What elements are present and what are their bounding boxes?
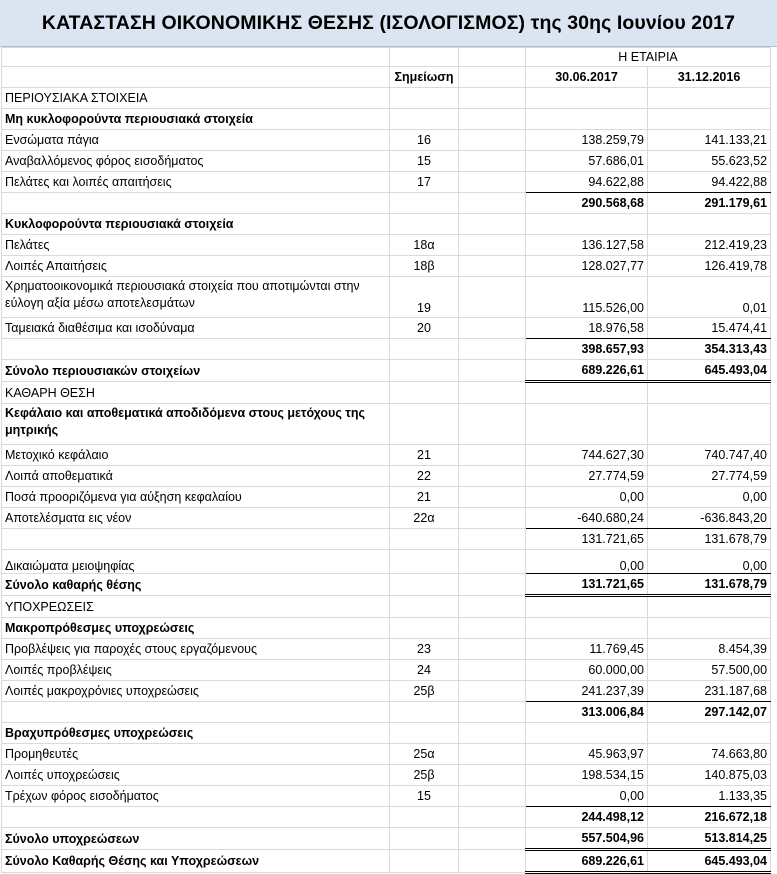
row-value-2017: 0,00	[526, 550, 648, 574]
row-value-2016: 0,00	[648, 550, 771, 574]
table-row	[2, 550, 771, 574]
row-note	[390, 850, 459, 873]
row-label: Δικαιώματα μειοψηφίας	[2, 550, 390, 574]
row-value-2016	[648, 404, 771, 445]
row-note: 20	[390, 318, 459, 339]
row-gap	[459, 529, 526, 550]
table-row	[2, 850, 771, 873]
row-label	[2, 193, 390, 214]
row-label: Κεφάλαιο και αποθεματικά αποδιδόμενα στους μετόχους της μητρικής	[2, 404, 390, 445]
row-label: Λοιπές Απαιτήσεις	[2, 256, 390, 277]
table-row	[2, 466, 771, 487]
row-value-2017: 57.686,01	[526, 151, 648, 172]
row-note: 22α	[390, 508, 459, 529]
row-label: Προμηθευτές	[2, 744, 390, 765]
row-value-2017: 115.526,00	[526, 277, 648, 318]
table-row	[2, 639, 771, 660]
row-value-2017: 290.568,68	[526, 193, 648, 214]
row-label: Τρέχων φόρος εισοδήματος	[2, 786, 390, 807]
row-label: Μετοχικό κεφάλαιο	[2, 445, 390, 466]
row-label: Χρηματοοικονομικά περιουσιακά στοιχεία που αποτιμώνται στην εύλογη αξία μέσω αποτελεσμάτων	[2, 277, 390, 318]
row-value-2017: -640.680,24	[526, 508, 648, 529]
row-label	[2, 529, 390, 550]
row-note: 21	[390, 487, 459, 508]
row-gap	[459, 786, 526, 807]
row-note: 22	[390, 466, 459, 487]
row-value-2016: 94.422,88	[648, 172, 771, 193]
row-label: Προβλέψεις για παροχές στους εργαζόμενους	[2, 639, 390, 660]
row-gap	[459, 550, 526, 574]
table-row	[2, 618, 771, 639]
row-value-2017: 557.504,96	[526, 828, 648, 850]
row-label: ΚΑΘΑΡΗ ΘΕΣΗ	[2, 382, 390, 404]
row-gap	[459, 702, 526, 723]
balance-sheet-table	[1, 47, 771, 874]
table-row	[2, 339, 771, 360]
row-value-2017	[526, 723, 648, 744]
row-gap	[459, 466, 526, 487]
row-label: Αποτελέσματα εις νέον	[2, 508, 390, 529]
row-value-2016: 513.814,25	[648, 828, 771, 850]
row-label: Λοιπές μακροχρόνιες υποχρεώσεις	[2, 681, 390, 702]
row-gap	[459, 172, 526, 193]
row-value-2017: 27.774,59	[526, 466, 648, 487]
row-note	[390, 529, 459, 550]
table-row	[2, 660, 771, 681]
row-label: Σύνολο Καθαρής Θέσης και Υποχρεώσεων	[2, 850, 390, 873]
row-value-2017: 131.721,65	[526, 529, 648, 550]
row-gap	[459, 828, 526, 850]
row-value-2016	[648, 382, 771, 404]
row-gap	[459, 744, 526, 765]
row-value-2017: 18.976,58	[526, 318, 648, 339]
row-note	[390, 828, 459, 850]
row-note	[390, 214, 459, 235]
header-empty	[2, 67, 390, 88]
row-value-2016: 126.419,78	[648, 256, 771, 277]
row-gap	[459, 130, 526, 151]
row-value-2017: 689.226,61	[526, 850, 648, 873]
period-header-2016: 31.12.2016	[648, 67, 771, 88]
row-label: Λοιπές υποχρεώσεις	[2, 765, 390, 786]
table-row	[2, 681, 771, 702]
row-value-2017: 0,00	[526, 786, 648, 807]
row-label: Πελάτες και λοιπές απαιτήσεις	[2, 172, 390, 193]
row-note: 15	[390, 151, 459, 172]
table-row	[2, 786, 771, 807]
row-value-2016: 55.623,52	[648, 151, 771, 172]
row-label: Βραχυπρόθεσμες υποχρεώσεις	[2, 723, 390, 744]
table-row	[2, 702, 771, 723]
table-row	[2, 88, 771, 109]
row-value-2016: 291.179,61	[648, 193, 771, 214]
table-row	[2, 151, 771, 172]
row-note: 19	[390, 277, 459, 318]
table-row	[2, 360, 771, 382]
row-value-2016: 216.672,18	[648, 807, 771, 828]
row-gap	[459, 404, 526, 445]
row-note: 23	[390, 639, 459, 660]
header-empty	[390, 48, 459, 67]
row-gap	[459, 277, 526, 318]
row-label: ΠΕΡΙΟΥΣΙΑΚΑ ΣΤΟΙΧΕΙΑ	[2, 88, 390, 109]
row-value-2016	[648, 723, 771, 744]
table-row	[2, 256, 771, 277]
table-row	[2, 318, 771, 339]
table-row	[2, 744, 771, 765]
row-note	[390, 88, 459, 109]
row-note	[390, 702, 459, 723]
row-value-2017: 138.259,79	[526, 130, 648, 151]
table-row	[2, 445, 771, 466]
table-row	[2, 382, 771, 404]
row-gap	[459, 639, 526, 660]
row-label	[2, 339, 390, 360]
row-value-2017: 128.027,77	[526, 256, 648, 277]
row-gap	[459, 618, 526, 639]
row-gap	[459, 850, 526, 873]
row-note	[390, 596, 459, 618]
period-header-2017: 30.06.2017	[526, 67, 648, 88]
row-gap	[459, 660, 526, 681]
row-gap	[459, 765, 526, 786]
row-value-2016: 645.493,04	[648, 360, 771, 382]
row-gap	[459, 214, 526, 235]
row-gap	[459, 807, 526, 828]
row-gap	[459, 681, 526, 702]
row-note	[390, 339, 459, 360]
row-value-2016: 8.454,39	[648, 639, 771, 660]
row-value-2016: 231.187,68	[648, 681, 771, 702]
row-value-2016: 354.313,43	[648, 339, 771, 360]
row-value-2017: 689.226,61	[526, 360, 648, 382]
row-value-2017	[526, 109, 648, 130]
row-gap	[459, 109, 526, 130]
table-row	[2, 214, 771, 235]
row-value-2017	[526, 618, 648, 639]
table-row	[2, 723, 771, 744]
table-row	[2, 765, 771, 786]
row-value-2016: 0,00	[648, 487, 771, 508]
note-column-header: Σημείωση	[390, 67, 459, 88]
row-value-2016: 141.133,21	[648, 130, 771, 151]
row-label: Πελάτες	[2, 235, 390, 256]
row-label	[2, 702, 390, 723]
table-row	[2, 193, 771, 214]
row-value-2016: 131.678,79	[648, 574, 771, 596]
row-note: 24	[390, 660, 459, 681]
row-value-2016	[648, 618, 771, 639]
table-row	[2, 109, 771, 130]
row-note	[390, 618, 459, 639]
company-header: Η ΕΤΑΙΡΙΑ	[526, 48, 771, 67]
table-row	[2, 172, 771, 193]
row-value-2016: -636.843,20	[648, 508, 771, 529]
row-value-2017: 313.006,84	[526, 702, 648, 723]
row-value-2016: 74.663,80	[648, 744, 771, 765]
row-value-2017	[526, 214, 648, 235]
row-note: 15	[390, 786, 459, 807]
row-value-2016: 297.142,07	[648, 702, 771, 723]
row-value-2016: 0,01	[648, 277, 771, 318]
row-value-2016: 645.493,04	[648, 850, 771, 873]
row-gap	[459, 256, 526, 277]
row-note	[390, 382, 459, 404]
table-row	[2, 508, 771, 529]
row-note: 17	[390, 172, 459, 193]
row-note: 16	[390, 130, 459, 151]
row-value-2016	[648, 88, 771, 109]
row-gap	[459, 445, 526, 466]
row-value-2017: 94.622,88	[526, 172, 648, 193]
row-gap	[459, 151, 526, 172]
row-label: Κυκλοφορούντα περιουσιακά στοιχεία	[2, 214, 390, 235]
table-row	[2, 277, 771, 318]
row-value-2017	[526, 596, 648, 618]
row-value-2016: 27.774,59	[648, 466, 771, 487]
row-note	[390, 193, 459, 214]
row-value-2016	[648, 214, 771, 235]
table-row	[2, 235, 771, 256]
row-note	[390, 109, 459, 130]
row-value-2016: 15.474,41	[648, 318, 771, 339]
row-note	[390, 360, 459, 382]
row-label: Λοιπά αποθεματικά	[2, 466, 390, 487]
row-label: Ενσώματα πάγια	[2, 130, 390, 151]
row-value-2017: 241.237,39	[526, 681, 648, 702]
row-value-2017	[526, 382, 648, 404]
row-gap	[459, 235, 526, 256]
row-label: Σύνολο υποχρεώσεων	[2, 828, 390, 850]
row-label: Σύνολο καθαρής θέσης	[2, 574, 390, 596]
row-gap	[459, 574, 526, 596]
row-gap	[459, 339, 526, 360]
header-row-company	[2, 48, 771, 67]
table-row	[2, 828, 771, 850]
row-value-2017: 45.963,97	[526, 744, 648, 765]
page-title: ΚΑΤΑΣΤΑΣΗ ΟΙΚΟΝΟΜΙΚΗΣ ΘΕΣΗΣ (ΙΣΟΛΟΓΙΣΜΟΣ) της 30ης Ιουνίου 2017	[0, 0, 777, 47]
row-value-2017: 60.000,00	[526, 660, 648, 681]
table-row	[2, 807, 771, 828]
row-gap	[459, 508, 526, 529]
row-label	[2, 807, 390, 828]
row-value-2017	[526, 404, 648, 445]
table-row	[2, 404, 771, 445]
row-gap	[459, 382, 526, 404]
row-value-2017: 744.627,30	[526, 445, 648, 466]
row-label: Ταμειακά διαθέσιμα και ισοδύναμα	[2, 318, 390, 339]
row-note	[390, 404, 459, 445]
header-empty	[2, 48, 390, 67]
row-label: Μη κυκλοφορούντα περιουσιακά στοιχεία	[2, 109, 390, 130]
row-note: 25α	[390, 744, 459, 765]
row-value-2017: 131.721,65	[526, 574, 648, 596]
row-value-2017: 198.534,15	[526, 765, 648, 786]
row-gap	[459, 723, 526, 744]
table-row	[2, 487, 771, 508]
row-note: 21	[390, 445, 459, 466]
header-empty	[459, 67, 526, 88]
header-empty	[459, 48, 526, 67]
row-gap	[459, 193, 526, 214]
row-value-2016: 131.678,79	[648, 529, 771, 550]
row-note: 25β	[390, 765, 459, 786]
row-value-2017: 398.657,93	[526, 339, 648, 360]
table-row	[2, 574, 771, 596]
row-note	[390, 574, 459, 596]
row-note	[390, 807, 459, 828]
row-value-2017: 0,00	[526, 487, 648, 508]
row-note: 18α	[390, 235, 459, 256]
row-gap	[459, 88, 526, 109]
row-label: Μακροπρόθεσμες υποχρεώσεις	[2, 618, 390, 639]
row-value-2016: 212.419,23	[648, 235, 771, 256]
row-gap	[459, 596, 526, 618]
row-value-2017: 11.769,45	[526, 639, 648, 660]
row-value-2017: 136.127,58	[526, 235, 648, 256]
row-note	[390, 550, 459, 574]
row-label: ΥΠΟΧΡΕΩΣΕΙΣ	[2, 596, 390, 618]
row-gap	[459, 360, 526, 382]
row-label: Ποσά προοριζόμενα για αύξηση κεφαλαίου	[2, 487, 390, 508]
table-row	[2, 596, 771, 618]
row-note	[390, 723, 459, 744]
header-row-columns	[2, 67, 771, 88]
row-gap	[459, 318, 526, 339]
row-value-2016: 57.500,00	[648, 660, 771, 681]
row-value-2016: 1.133,35	[648, 786, 771, 807]
row-value-2016: 740.747,40	[648, 445, 771, 466]
row-value-2017: 244.498,12	[526, 807, 648, 828]
row-value-2016: 140.875,03	[648, 765, 771, 786]
row-label: Αναβαλλόμενος φόρος εισοδήματος	[2, 151, 390, 172]
row-value-2017	[526, 88, 648, 109]
table-row	[2, 130, 771, 151]
row-value-2016	[648, 109, 771, 130]
row-note: 18β	[390, 256, 459, 277]
row-gap	[459, 487, 526, 508]
table-row	[2, 529, 771, 550]
row-label: Σύνολο περιουσιακών στοιχείων	[2, 360, 390, 382]
row-note: 25β	[390, 681, 459, 702]
row-value-2016	[648, 596, 771, 618]
row-label: Λοιπές προβλέψεις	[2, 660, 390, 681]
